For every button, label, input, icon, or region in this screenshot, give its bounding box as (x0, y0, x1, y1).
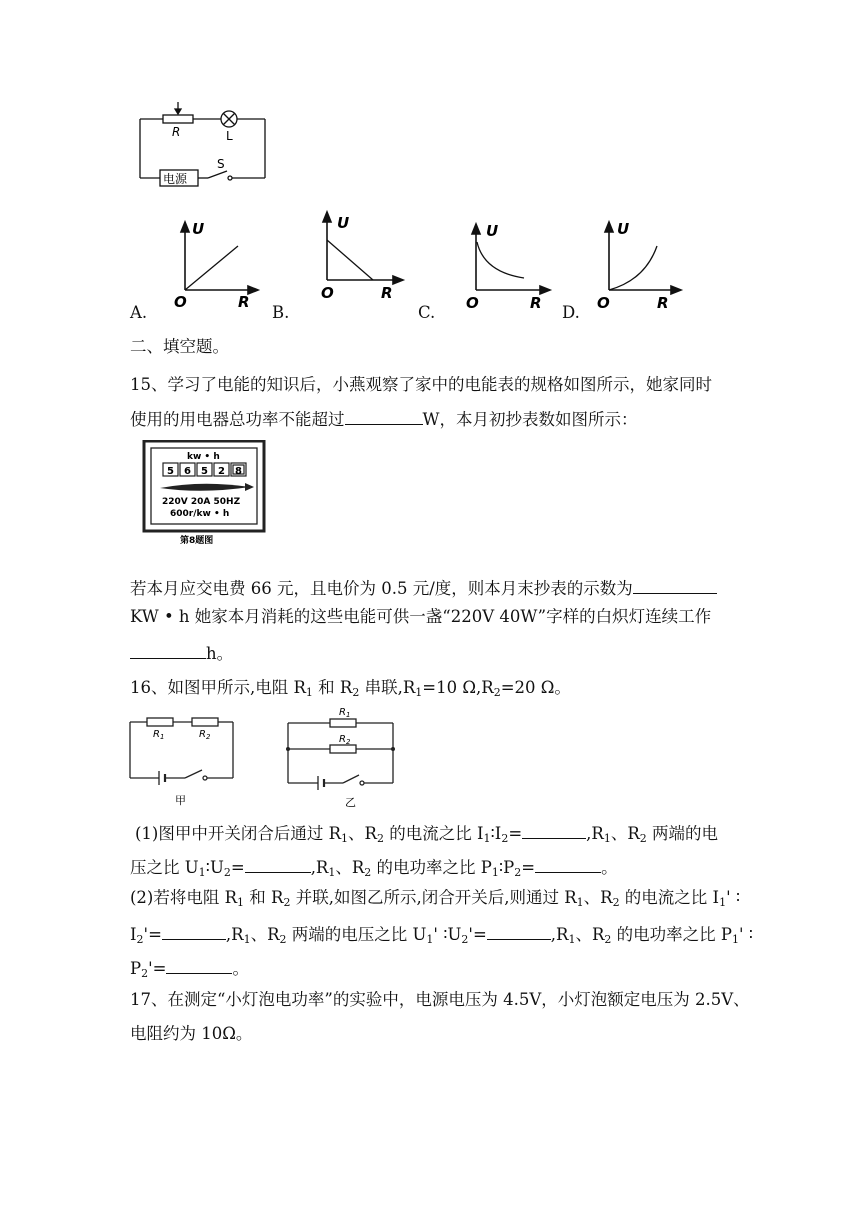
option-b-graph (315, 208, 410, 300)
option-b-letter: B. (272, 303, 290, 322)
meter-digit-5: 8 (235, 466, 242, 477)
q15-blank-reading[interactable] (633, 575, 717, 594)
jia-r2-label: $R_2$ (199, 729, 211, 741)
q15-line5: h。 (130, 640, 233, 665)
meter-caption: 第8题图 (180, 536, 214, 546)
q14-power-label: 电源 (163, 172, 188, 186)
meter-digit-4: 2 (218, 466, 225, 477)
q15-blank-power[interactable] (345, 406, 423, 425)
q14-lamp-label: L (226, 129, 233, 143)
q17-line2: 电阻约为 10Ω。 (130, 1024, 253, 1043)
q16-blank-power-ratio[interactable] (535, 854, 601, 873)
yi-caption: 乙 (345, 796, 356, 809)
meter-unit: kw • h (187, 452, 220, 462)
q16-blank-current-ratio[interactable] (522, 820, 586, 839)
q16-blank-voltage-ratio[interactable] (245, 854, 311, 873)
q16-blank-parallel-power[interactable] (166, 955, 232, 974)
q14-rheostat-label: R (172, 125, 181, 139)
option-c-graph (462, 220, 557, 312)
svg-text:O: O (174, 293, 187, 310)
q15-line4: KW • h 她家本月消耗的这些电能可供一盏“220V 40W”字样的白炽灯连续工作 (130, 607, 712, 626)
option-a-letter: A. (130, 303, 148, 322)
q16-part2-line2: $I_2'= ,R_1$、$R_2$ 两端的电压之比 $U_1'$ $∶U_2'= ,R_1$、$R_2$ 的电功率之比 $P_1'$ ∶ (130, 921, 753, 946)
jia-caption: 甲 (175, 794, 186, 807)
q16-part1-line2: 压之比 $U_1∶U_2= ,R_1$、$R_2$ 的电功率之比 $P_1∶P_2=$ 。 (130, 854, 618, 879)
meter-digit-3: 5 (201, 466, 208, 477)
svg-text:U: U (337, 214, 350, 232)
fig-yi-parallel-circuit (283, 703, 398, 809)
q15-line3: 若本月应交电费 66 元，且电价为 0.5 元/度，则本月末抄表的示数为 (130, 575, 717, 600)
yi-r2-label: $R_2$ (339, 734, 351, 746)
svg-text:R: R (657, 294, 669, 310)
q16-part2-line3: $P_2'=$ 。 (130, 955, 249, 980)
q14-circuit-diagram (130, 100, 275, 190)
q16-part1-line1: (1)图甲中开关闭合后通过 $R_1$、$R_2$ 的电流之比 $I_1∶I_2= ,R_1$、$R_2$ 两端的电 (135, 820, 718, 845)
q16-part2-line1: (2)若将电阻 $R_1$ 和 $R_2$ 并联,如图乙所示,闭合开关后,则通过 $R_1$、$R_2$ 的电流之比 $I_1'$ ∶ (130, 888, 741, 909)
svg-text:R: R (381, 284, 393, 300)
q16-stem: 16、如图甲所示,电阻 $R_1$ 和 $R_2$ 串联$,R_1=10$ $\Omega,R_2=20$ Ω。 (130, 678, 571, 699)
q17-line1: 17、在测定“小灯泡电功率”的实验中，电源电压为 4.5V，小灯泡额定电压为 2.5V、 (130, 990, 750, 1009)
fig-jia-series-circuit (125, 712, 240, 808)
q15-line2: 使用的用电器总功率不能超过 W，本月初抄表数如图所示： (130, 406, 637, 431)
meter-rate: 600r/kw • h (170, 509, 230, 519)
option-d-graph (595, 218, 690, 310)
svg-text:O: O (597, 294, 610, 310)
option-c-letter: C. (418, 303, 436, 322)
option-d-letter: D. (562, 303, 580, 322)
yi-r1-label: $R_1$ (339, 707, 351, 719)
q16-blank-parallel-voltage[interactable] (487, 921, 551, 940)
svg-text:U: U (617, 220, 630, 238)
q14-switch-label: S (217, 157, 225, 171)
section-title: 二、填空题。 (130, 337, 229, 356)
svg-text:U: U (192, 220, 205, 238)
q16-blank-parallel-current[interactable] (162, 921, 226, 940)
svg-text:O: O (321, 284, 334, 300)
svg-text:R: R (530, 294, 542, 312)
q15-blank-hours[interactable] (130, 640, 206, 659)
svg-text:O: O (466, 294, 479, 312)
option-a-graph (170, 218, 265, 310)
q15-line1: 15、学习了电能的知识后，小燕观察了家中的电能表的规格如图所示，她家同时 (130, 375, 712, 394)
svg-text:R: R (238, 293, 250, 310)
jia-r1-label: $R_1$ (153, 729, 165, 741)
meter-spec: 220V 20A 50HZ (162, 497, 241, 507)
meter-digit-2: 6 (184, 466, 191, 477)
meter-digit-1: 5 (167, 466, 174, 477)
svg-text:U: U (486, 222, 499, 240)
electric-meter-figure (142, 440, 267, 548)
